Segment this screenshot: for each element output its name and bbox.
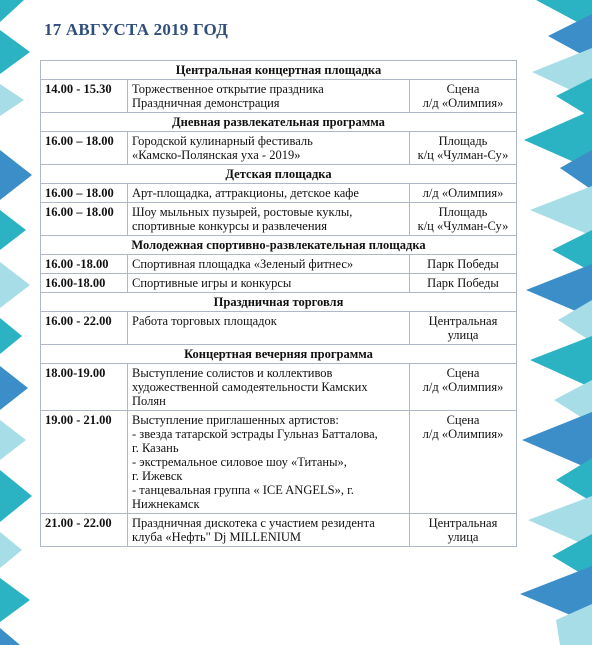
- event-venue: л/д «Олимпия»: [422, 186, 504, 200]
- schedule-table: [40, 60, 517, 547]
- section-header-row: [41, 113, 517, 132]
- venue-cell: [410, 203, 517, 236]
- venue-cell: [410, 312, 517, 345]
- event-time: 16.00 - 22.00: [41, 312, 128, 345]
- event-description: Шоу мыльных пузырей, ростовые куклы, спортивные конкурсы и развлечения: [128, 203, 410, 236]
- schedule-row: [41, 80, 517, 113]
- event-time: 16.00 – 18.00: [41, 132, 128, 165]
- schedule-row: [41, 255, 517, 274]
- venue-cell: [410, 514, 517, 547]
- schedule-row: [41, 312, 517, 345]
- event-venue: Парк Победы: [427, 276, 499, 290]
- venue-cell: [410, 411, 517, 514]
- event-venue: Сцена л/д «Олимпия»: [422, 82, 504, 110]
- page-title: 17 АВГУСТА 2019 ГОД: [44, 20, 228, 39]
- schedule-row: [41, 132, 517, 165]
- event-description: Городской кулинарный фестиваль «Камско-Полянская уха - 2019»: [128, 132, 410, 165]
- event-time: 16.00 – 18.00: [41, 203, 128, 236]
- schedule-row: [41, 184, 517, 203]
- event-time: 21.00 - 22.00: [41, 514, 128, 547]
- event-time: 14.00 - 15.30: [41, 80, 128, 113]
- event-venue: Парк Победы: [427, 257, 499, 271]
- schedule-row: [41, 364, 517, 411]
- event-venue: Сцена л/д «Олимпия»: [422, 366, 504, 394]
- event-time: 19.00 - 21.00: [41, 411, 128, 514]
- section-header-row: [41, 293, 517, 312]
- event-venue: Центральная улица: [428, 516, 498, 544]
- event-description: Торжественное открытие праздника Праздничная демонстрация: [128, 80, 410, 113]
- event-time: 16.00-18.00: [41, 274, 128, 293]
- schedule-body: [41, 61, 517, 547]
- schedule-row: [41, 514, 517, 547]
- event-venue: Сцена л/д «Олимпия»: [422, 413, 504, 441]
- schedule-row: [41, 411, 517, 514]
- venue-cell: [410, 80, 517, 113]
- venue-cell: [410, 364, 517, 411]
- section-title: Концертная вечерняя программа: [41, 345, 517, 364]
- event-description: Спортивные игры и конкурсы: [128, 274, 410, 293]
- section-title: Молодежная спортивно-развлекательная площадка: [41, 236, 517, 255]
- event-time: 18.00-19.00: [41, 364, 128, 411]
- venue-cell: [410, 255, 517, 274]
- event-time: 16.00 -18.00: [41, 255, 128, 274]
- section-title: Дневная развлекательная программа: [41, 113, 517, 132]
- event-description: Работа торговых площадок: [128, 312, 410, 345]
- section-title: Центральная концертная площадка: [41, 61, 517, 80]
- event-venue: Центральная улица: [428, 314, 498, 342]
- schedule-row: [41, 203, 517, 236]
- section-title: Праздничная торговля: [41, 293, 517, 312]
- event-description: Выступление солистов и коллективов художественной самодеятельности Камских Полян: [128, 364, 410, 411]
- section-header-row: [41, 236, 517, 255]
- section-header-row: [41, 61, 517, 80]
- venue-cell: [410, 274, 517, 293]
- event-description: Праздничная дискотека с участием резидента клуба «Нефть" Dj MILLENIUM: [128, 514, 410, 547]
- event-description: Спортивная площадка «Зеленый фитнес»: [128, 255, 410, 274]
- section-title: Детская площадка: [41, 165, 517, 184]
- event-time: 16.00 – 18.00: [41, 184, 128, 203]
- section-header-row: [41, 345, 517, 364]
- event-venue: Площадь к/ц «Чулман-Су»: [417, 134, 509, 162]
- event-description: Арт-площадка, аттракционы, детское кафе: [128, 184, 410, 203]
- venue-cell: [410, 184, 517, 203]
- section-header-row: [41, 165, 517, 184]
- event-venue: Площадь к/ц «Чулман-Су»: [417, 205, 509, 233]
- schedule-row: [41, 274, 517, 293]
- event-description: Выступление приглашенных артистов: - звезда татарской эстрады Гульназ Батталова, г. Казань - экстремальное силовое шоу «Титаны», г. Ижевск - танцевальная группа « ICE ANGELS», г. Нижнекамск: [128, 411, 410, 514]
- venue-cell: [410, 132, 517, 165]
